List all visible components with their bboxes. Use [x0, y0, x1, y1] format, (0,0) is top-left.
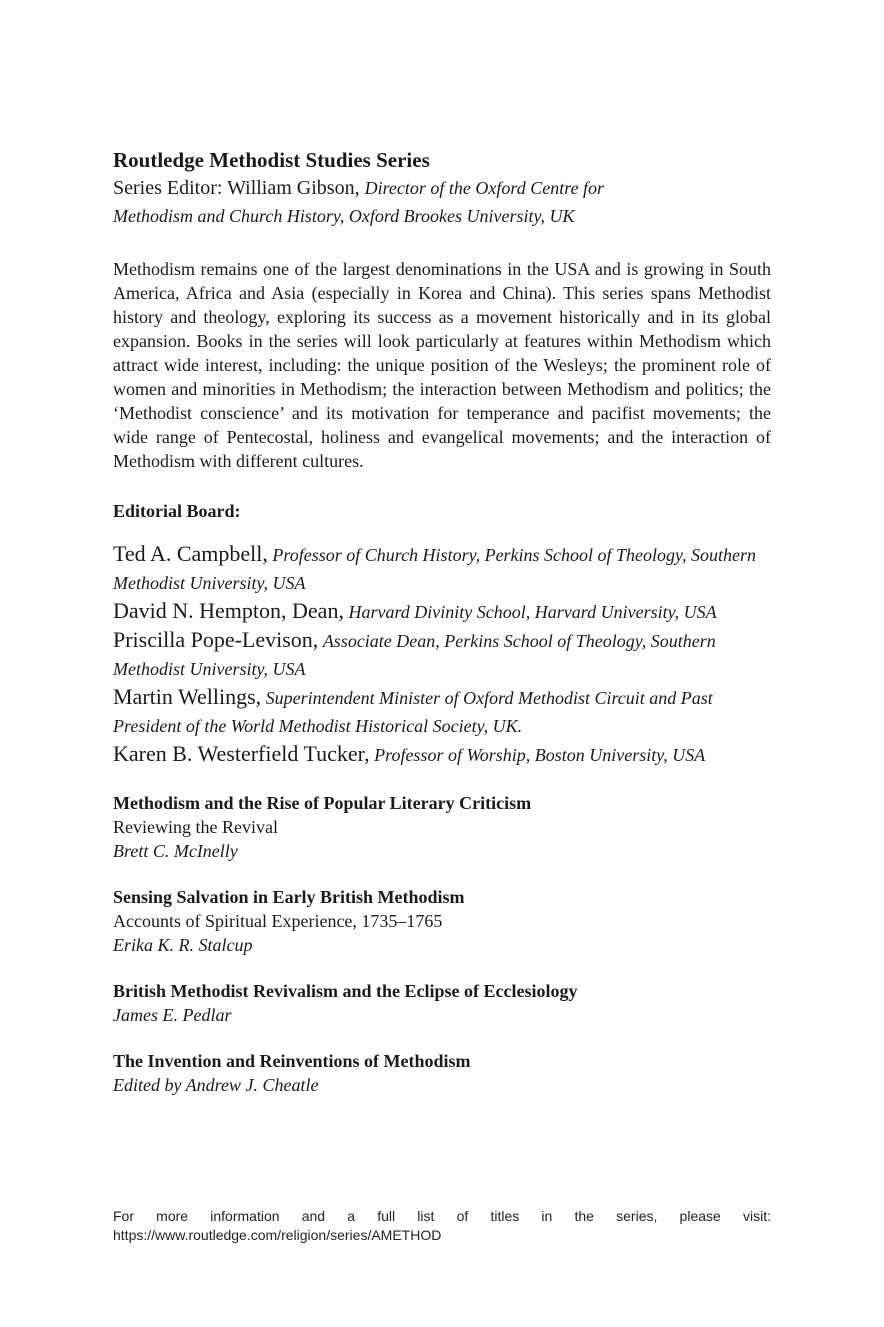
board-member-role: Harvard Divinity School, Harvard University, USA [348, 602, 717, 622]
book-author: Edited by Andrew J. Cheatle [113, 1075, 319, 1095]
board-member-name: Ted A. Campbell, [113, 541, 268, 566]
editorial-board-heading: Editorial Board: [113, 501, 241, 521]
board-member [113, 597, 771, 626]
board-member-name: David N. Hempton, Dean, [113, 598, 344, 623]
book-entry [113, 979, 771, 1027]
series-editor [113, 174, 771, 230]
book-title: Methodism and the Rise of Popular Literary Criticism [113, 793, 532, 813]
board-member-name: Karen B. Westerfield Tucker, [113, 741, 370, 766]
series-website-note: For more information and a full list of titles in the series, please visit: https://www.routledge.com/religion/series/AMETHOD [113, 1208, 771, 1243]
board-member [113, 740, 771, 769]
book-entry [113, 791, 771, 863]
series-editor-role-line2: Methodism and Church History, Oxford Brookes University, UK [113, 206, 575, 226]
book-title: British Methodist Revivalism and the Eclipse of Ecclesiology [113, 981, 578, 1001]
series-description: Methodism remains one of the largest denominations in the USA and is growing in South America, Africa and Asia (especially in Korea and China). This series spans Methodist history and theology, exploring its success as a movement historically and in its global expansion. Books in the series will look particularly at features within Methodism which attract wide interest, including: the unique position of the Wesleys; the prominent role of women and minorities in Methodism; the interaction between Methodism and politics; the ‘Methodist conscience’ and its motivation for temperance and pacifist movements; the wide range of Pentecostal, holiness and evangelical movements; and the interaction of Methodism with different cultures. [113, 259, 771, 471]
board-member [113, 540, 771, 597]
book-subtitle: Accounts of Spiritual Experience, 1735–1765 [113, 911, 443, 931]
book-entry [113, 1049, 771, 1097]
series-editor-name: Series Editor: William Gibson, [113, 177, 360, 199]
board-member-role: Associate Dean, Perkins School of Theology, Southern Methodist University, USA [113, 631, 716, 679]
book-author: Erika K. R. Stalcup [113, 935, 253, 955]
book-list [113, 791, 771, 1097]
series-title: Routledge Methodist Studies Series [113, 148, 430, 172]
book-title: The Invention and Reinventions of Methodism [113, 1051, 471, 1071]
board-member-role: Professor of Worship, Boston University, USA [374, 745, 706, 765]
book-entry [113, 885, 771, 957]
book-subtitle: Reviewing the Revival [113, 817, 278, 837]
book-title: Sensing Salvation in Early British Methodism [113, 887, 465, 907]
book-author: James E. Pedlar [113, 1005, 232, 1025]
board-member-role: Professor of Church History, Perkins School of Theology, Southern Methodist University, USA [113, 545, 757, 593]
board-member [113, 683, 771, 740]
board-member [113, 626, 771, 683]
book-author: Brett C. McInelly [113, 841, 238, 861]
board-member-role: Superintendent Minister of Oxford Methodist Circuit and Past President of the World Methodist Historical Society, UK. [113, 688, 713, 736]
editorial-board-list [113, 540, 771, 769]
board-member-name: Martin Wellings, [113, 684, 262, 709]
board-member-name: Priscilla Pope-Levison, [113, 627, 319, 652]
series-editor-role-line1: Director of the Oxford Centre for [364, 178, 605, 198]
series-page [113, 146, 771, 1119]
